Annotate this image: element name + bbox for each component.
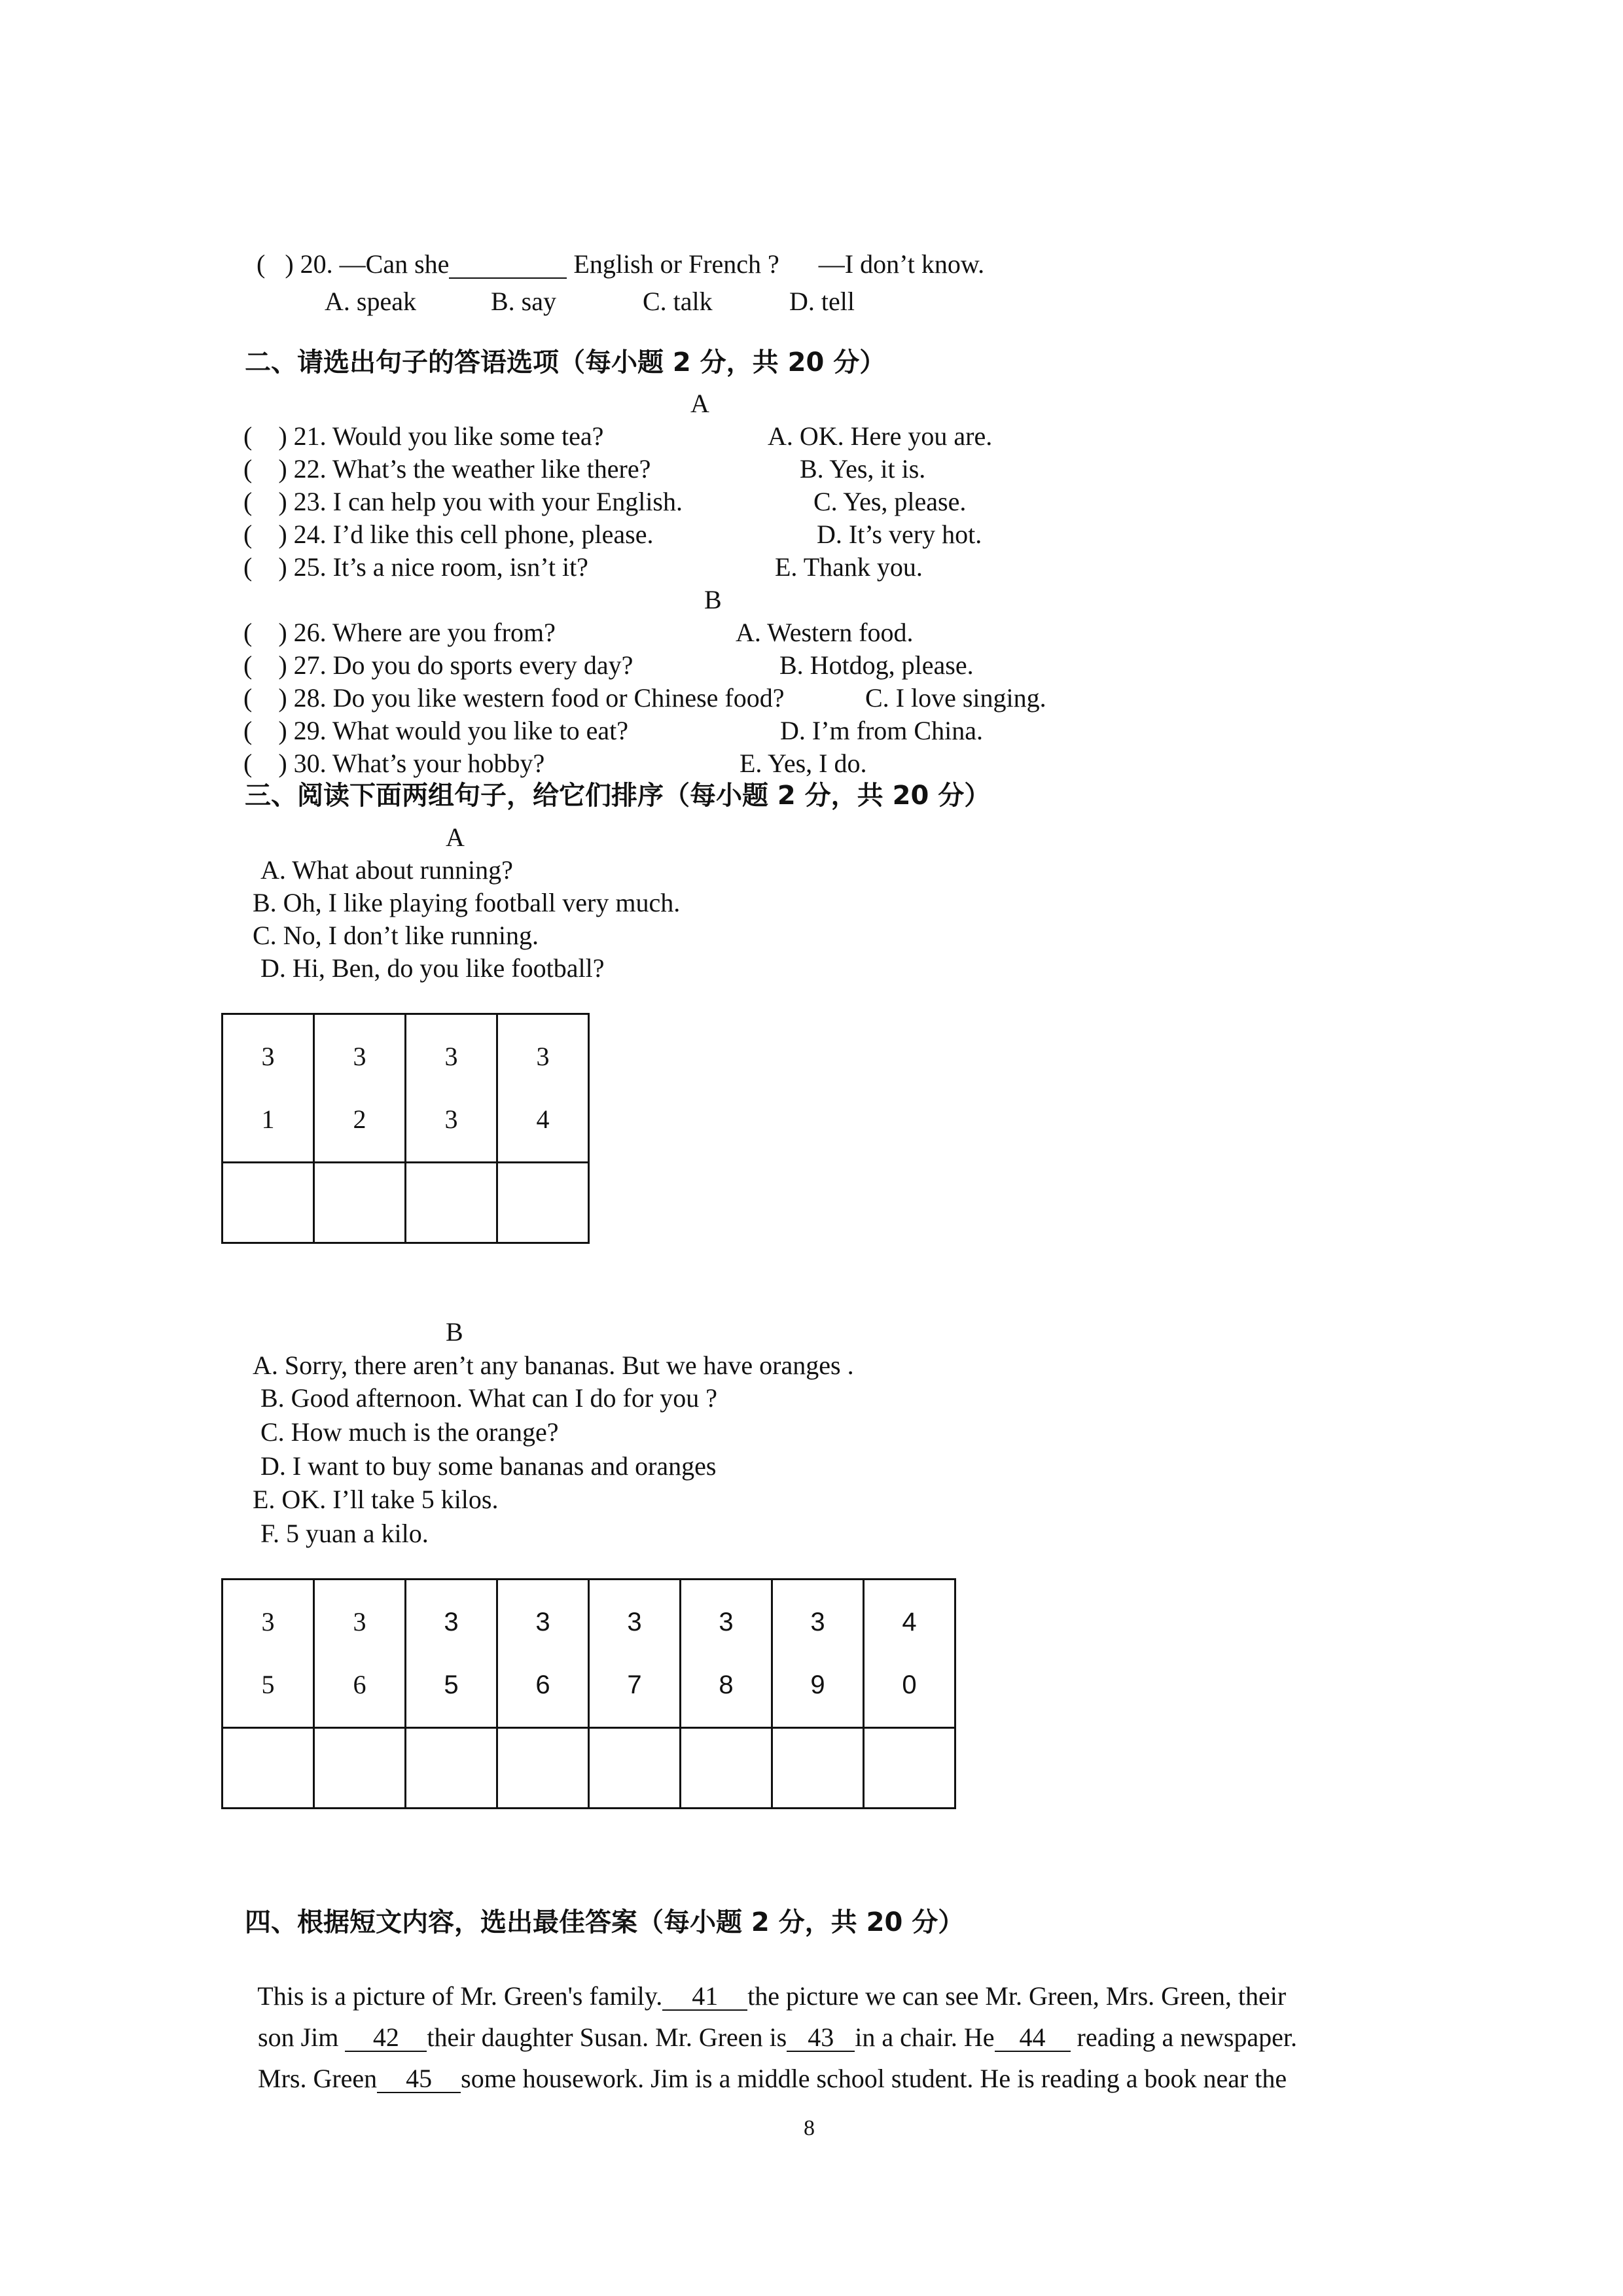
sentence-b: B. Oh, I like playing football very much. [253,888,681,917]
answer-option-e: E. Yes, I do. [740,749,867,778]
question-26: ( ) 26. Where are you from? [243,618,556,647]
number-cell: 3 6 [314,1580,406,1728]
q20-option-b: B. say [491,287,556,316]
passage-line-2: son Jim 42 their daughter Susan. Mr. Green is 43 in a chair. He 44 reading a newspaper. [258,2022,1298,2052]
answer-cell[interactable] [223,1163,314,1243]
answer-blank[interactable] [449,251,567,279]
section-4-heading: 四、根据短文内容，选出最佳答案（每小题 2 分，共 20 分） [245,1907,965,1937]
answer-cell[interactable] [223,1728,314,1809]
passage-line-3: Mrs. Green 45 some housework. Jim is a middle school student. He is reading a book near the [258,2064,1287,2093]
answer-option-e: E. Thank you. [775,552,923,582]
number-cell: 3 5 [406,1580,497,1728]
question-28: ( ) 28. Do you like western food or Chinese food? [243,683,785,713]
section-3-group-b-label: B [446,1317,463,1347]
blank-41[interactable]: 41 [662,1983,747,2011]
page-number: 8 [804,2116,815,2140]
answer-option-d: D. I’m from China. [780,716,983,745]
q20-option-c: C. talk [643,287,713,316]
sentence-f: F. 5 yuan a kilo. [260,1519,429,1548]
section-2-heading: 二、请选出句子的答语选项（每小题 2 分，共 20 分） [245,347,886,378]
section-3-heading: 三、阅读下面两组句子，给它们排序（每小题 2 分，共 20 分） [245,781,991,811]
section-3-group-a-label: A [446,822,465,852]
question-27: ( ) 27. Do you do sports every day? [243,650,633,680]
q20-option-d: D. tell [789,287,855,316]
answer-cell[interactable] [589,1728,681,1809]
question-22: ( ) 22. What’s the weather like there? [243,454,651,484]
question-21: ( ) 21. Would you like some tea? [243,421,604,451]
question-30: ( ) 30. What’s your hobby? [243,749,545,778]
blank-43[interactable]: 43 [787,2024,855,2052]
sentence-c: C. No, I don’t like running. [253,921,539,950]
sentence-d: D. Hi, Ben, do you like football? [260,953,605,983]
sentence-e: E. OK. I’ll take 5 kilos. [253,1485,499,1514]
sentence-a: A. Sorry, there aren’t any bananas. But we have oranges . [253,1351,854,1380]
question-20: ( ) 20. —Can she English or French ? —I don’t know. [257,249,985,279]
number-cell: 3 4 [497,1014,589,1163]
q20-option-a: A. speak [325,287,416,316]
number-cell: 3 2 [314,1014,406,1163]
question-23: ( ) 23. I can help you with your English. [243,487,683,516]
sentence-b: B. Good afternoon. What can I do for you ? [260,1383,717,1413]
number-cell: 3 9 [772,1580,864,1728]
number-cell: 3 1 [223,1014,314,1163]
question-29: ( ) 29. What would you like to eat? [243,716,629,745]
answer-table-b [221,1578,956,1809]
blank-44[interactable]: 44 [995,2024,1071,2052]
answer-option-a: A. Western food. [736,618,914,647]
answer-cell[interactable] [406,1728,497,1809]
answer-table-a [221,1013,590,1244]
answer-option-b: B. Yes, it is. [800,454,926,484]
answer-cell[interactable] [864,1728,955,1809]
answer-cell[interactable] [314,1163,406,1243]
section-2-group-b-label: B [704,585,722,614]
sentence-a: A. What about running? [260,855,513,885]
answer-cell[interactable] [772,1728,864,1809]
answer-option-c: C. Yes, please. [813,487,967,516]
sentence-c: C. How much is the orange? [260,1417,559,1447]
answer-option-d: D. It’s very hot. [817,520,982,549]
passage-line-1: This is a picture of Mr. Green's family. 41 the picture we can see Mr. Green, Mrs. Green, their [257,1981,1287,2011]
answer-cell[interactable] [681,1728,772,1809]
answer-cell[interactable] [406,1163,497,1243]
answer-cell[interactable] [314,1728,406,1809]
answer-option-a: A. OK. Here you are. [768,421,993,451]
number-cell: 3 7 [589,1580,681,1728]
number-cell: 3 8 [681,1580,772,1728]
section-2-group-a-label: A [690,389,709,418]
blank-42[interactable]: 42 [345,2024,427,2052]
number-cell: 4 0 [864,1580,955,1728]
question-25: ( ) 25. It’s a nice room, isn’t it? [243,552,588,582]
blank-45[interactable]: 45 [377,2066,461,2093]
question-24: ( ) 24. I’d like this cell phone, please. [243,520,654,549]
answer-cell[interactable] [497,1163,589,1243]
number-cell: 3 5 [223,1580,314,1728]
sentence-d: D. I want to buy some bananas and oranges [260,1451,717,1481]
number-cell: 3 6 [497,1580,589,1728]
answer-option-b: B. Hotdog, please. [779,650,974,680]
answer-option-c: C. I love singing. [865,683,1046,713]
answer-cell[interactable] [497,1728,589,1809]
number-cell: 3 3 [406,1014,497,1163]
